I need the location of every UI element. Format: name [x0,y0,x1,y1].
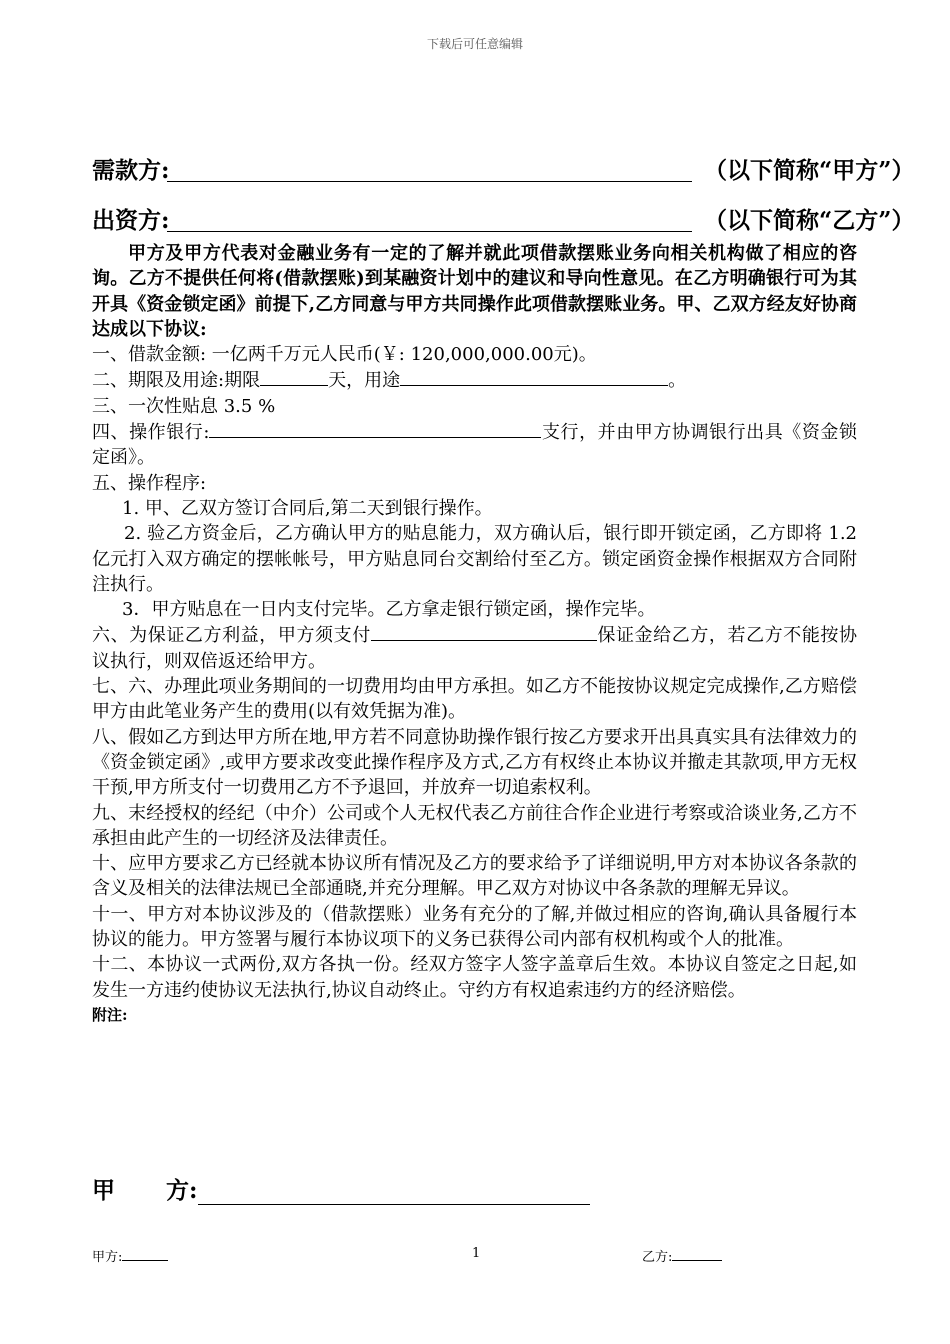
party-b-suffix: （以下简称“乙方”） [704,207,915,234]
clause-5: 五、操作程序: [92,472,207,494]
party-a-signature-line [92,1172,590,1205]
intro-paragraph: 甲方及甲方代表对金融业务有一定的了解并就此项借款摆账业务向相关机构做了相应的咨询。乙方不提供任何将(借款摆账)到某融资计划中的建议和导向性意见。在乙方明确银行可为其开具《资金锁定函》前提下,乙方同意与甲方共同操作此项借款摆账业务。甲、乙双方经友好协商达成以下协议: [92,243,857,340]
clause-6-rest: 保证金给乙方，若乙方不能按协议执行，则双倍返还给甲方。 [92,625,858,672]
clause-9: 九、末经授权的经纪（中介）公司或个人无权代表乙方前往合作企业进行考察或洽谈业务,乙方不承担由此产生的一切经济及法律责任。 [92,802,857,849]
footer-party-b [642,1246,722,1265]
clause-11: 十一、甲方对本协议涉及的（借款摆账）业务有充分的了解,并做过相应的咨询,确认具备履行本协议的能力。甲方签署与履行本协议项下的义务已获得公司内部有权机构或个人的批准。 [92,903,857,951]
clause-4-prefix: 四、操作银行: [92,422,210,444]
step-2: 2. 验乙方资金后，乙方确认甲方的贴息能力，双方确认后，银行即开锁定函，乙方即将 1.2 亿元打入双方确定的摆帐帐号，甲方贴息同台交割给付至乙方。锁定函资金操作根据双方合同附注执行。 [92,523,857,595]
clause-3: 三、一次性贴息 3.5 % [92,395,276,417]
note-label: 附注: [92,1005,128,1024]
footer-party-b-field[interactable] [672,1247,722,1261]
footer-party-a-label: 甲方: [92,1250,123,1265]
deposit-amount-field[interactable] [371,622,597,641]
clause-6 [92,622,857,674]
footer-party-a-field[interactable] [122,1247,168,1261]
step-3: 3．甲方贴息在一日内支付完毕。乙方拿走银行锁定函，操作完毕。 [122,599,656,621]
clause-2 [92,367,857,393]
page-number: 1 [472,1246,481,1261]
clause-4 [92,419,857,471]
clause-2-end: 。 [668,370,687,392]
party-a-label: 需款方: [92,157,170,184]
clause-4-rest: 支行，并由甲方协调银行出具《资金锁定函》。 [92,422,857,469]
clause-7: 七、六、办理此项业务期间的一切费用均由甲方承担。如乙方不能按协议规定完成操作,乙方赔偿甲方由此笔业务产生的费用(以有效凭据为准)。 [92,676,857,723]
clause-1: 一、借款金额: 一亿两千万元人民币(￥: 120,000,000.00元)。 [92,344,597,366]
party-a-line [92,152,915,186]
sign-label-part2: 方: [166,1177,198,1204]
header-note: 下载后可任意编辑 [426,37,523,51]
purpose-field[interactable] [400,367,668,386]
clause-8: 八、假如乙方到达甲方所在地,甲方若不同意协助操作银行按乙方要求开出具真实具有法律效力的《资金锁定函》,或甲方要求改变此操作程序及方式,乙方有权终止本协议并撤走其款项,甲方无权干预,甲方所支付一切费用乙方不予退回，并放弃一切追索权利。 [92,726,857,799]
party-a-name-field[interactable] [167,154,692,182]
party-b-line [92,202,915,236]
party-b-label: 出资方: [92,207,170,234]
clause-10: 十、应甲方要求乙方已经就本协议所有情况及乙方的要求给予了详细说明,甲方对本协议各条款的含义及相关的法律法规已全部通晓,并充分理解。甲乙双方对协议中各条款的理解无异议。 [92,853,857,900]
clause-2-prefix: 二、期限及用途:期限 [92,370,261,392]
clause-12: 十二、本协议一式两份,双方各执一份。经双方签字人签字盖章后生效。本协议自签定之日起,如发生一方违约使协议无法执行,协议自动终止。守约方有权追索违约方的经济赔偿。 [92,954,857,1001]
footer-party-b-label: 乙方: [642,1250,673,1265]
party-a-suffix: （以下简称“甲方”） [704,157,915,184]
party-b-name-field[interactable] [167,204,692,232]
clause-2-mid: 天，用途 [328,370,401,392]
party-a-signature-field[interactable] [198,1180,590,1205]
footer-party-a [92,1246,168,1265]
term-days-field[interactable] [260,367,328,386]
sign-label-part1: 甲 [92,1177,115,1204]
clause-6-prefix: 六、为保证乙方利益，甲方须支付 [92,625,371,647]
step-1: 1. 甲、乙双方签订合同后,第二天到银行操作。 [122,497,493,519]
agreement-body [92,241,857,1028]
bank-name-field[interactable] [209,419,541,438]
